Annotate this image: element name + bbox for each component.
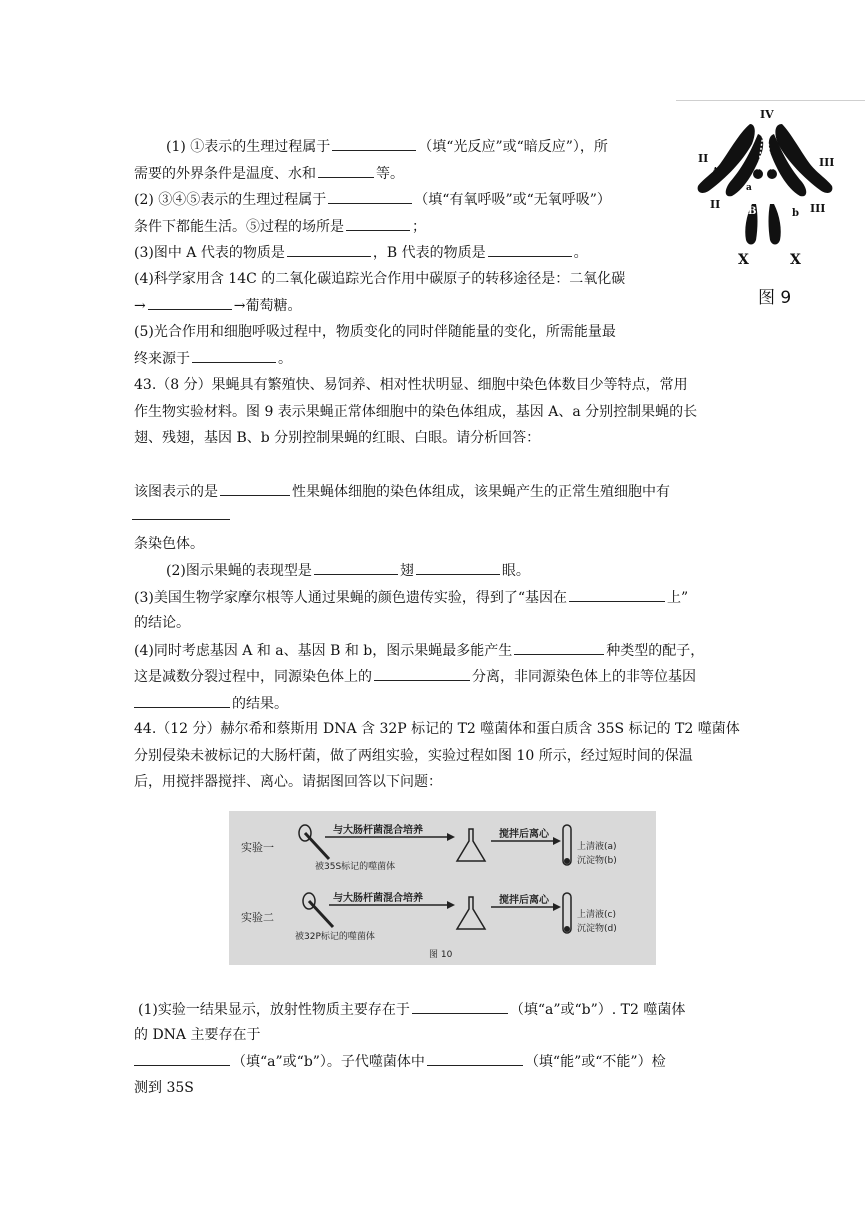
blank[interactable] <box>134 1051 230 1066</box>
figure-10-caption: 图 10 <box>429 950 453 960</box>
blank[interactable] <box>374 666 470 681</box>
blank[interactable] <box>318 163 374 178</box>
q43-line9: (4)同时考虑基因 A 和 a、基因 B 和 b，图示果蝇最多能产生 种类型的配子， <box>134 640 704 661</box>
q42-line3: (2) ③④⑤表示的生理过程属于 （填“有氧呼吸”或“无氧呼吸”） <box>134 189 611 210</box>
q44-line4: (1)实验一结果显示，放射性物质主要存在于 （填“a”或“b”）. T2 噬菌体 <box>138 999 685 1020</box>
chromosome-iv-dot <box>767 169 777 179</box>
mix-label-2: 与大肠杆菌混合培养 <box>333 893 423 904</box>
label-a: 上清液(a) <box>577 842 617 852</box>
exp2-label: 实验二 <box>241 911 274 924</box>
blank[interactable] <box>416 560 500 575</box>
phage-label-1: 被35S标记的噬菌体 <box>315 862 396 872</box>
label-ii-lower: II <box>710 198 721 211</box>
mix-label-1: 与大肠杆菌混合培养 <box>333 825 423 836</box>
blank[interactable] <box>332 136 416 151</box>
q44-line5: 的 DNA 主要存在于 <box>134 1027 261 1043</box>
figure-9-caption: 图 9 <box>758 288 792 308</box>
label-iv: IV <box>760 108 774 121</box>
label-x-left: X <box>738 252 749 268</box>
q44-line3: 后，用搅拌器搅拌、离心。请据图回答以下问题： <box>134 774 442 790</box>
figure-9-chromosomes <box>690 104 840 274</box>
q42-line9: 终来源于 。 <box>134 348 292 369</box>
blank[interactable] <box>488 242 572 257</box>
exp1-label: 实验一 <box>241 841 274 854</box>
blank[interactable] <box>132 505 230 520</box>
q44-line1: 44.（12 分）赫尔希和蔡斯用 DNA 含 32P 标记的 T2 噬菌体和蛋白质含 35S 标记的 T2 噬菌体 <box>134 721 740 737</box>
label-A: A <box>712 167 719 177</box>
label-x-right: X <box>790 252 801 268</box>
q43-line7: (3)美国生物学家摩尔根等人通过果蝇的颜色遗传实验，得到了“基因在 上” <box>134 587 688 608</box>
q43-line4-blank <box>132 505 230 526</box>
blank[interactable] <box>427 1051 523 1066</box>
q42-line2: 需要的外界条件是温度、水和 等。 <box>134 163 404 184</box>
blank[interactable] <box>328 189 412 204</box>
label-d: 沉淀物(d) <box>577 924 617 934</box>
q42-line4: 条件下都能生活。⑤过程的场所是 ； <box>134 216 426 237</box>
q43-line2: 作生物实验材料。图 9 表示果蝇正常体细胞中的染色体组成，基因 A、a 分别控制果蝇的长 <box>134 404 698 420</box>
blank[interactable] <box>220 481 290 496</box>
label-c: 上清液(c) <box>577 910 616 920</box>
q43-line8: 的结论。 <box>134 615 190 631</box>
chromosome-iv-dot <box>753 169 763 179</box>
q42-line1: (1) ①表示的生理过程属于 （填“光反应”或“暗反应”），所 <box>166 136 608 157</box>
q44-line2: 分别侵染未被标记的大肠杆菌，做了两组实验，实验过程如图 10 所示，经过短时间的保温 <box>134 748 693 764</box>
q42-line5: (3)图中 A 代表的物质是 ，B 代表的物质是 。 <box>134 242 588 263</box>
blank[interactable] <box>346 216 410 231</box>
label-b: b <box>792 208 799 219</box>
blank[interactable] <box>148 295 232 310</box>
q42-line7: → →葡萄糖。 <box>134 295 301 316</box>
stir-label-2: 搅拌后离心 <box>499 895 549 906</box>
q42-line8: (5)光合作用和细胞呼吸过程中，物质变化的同时伴随能量的变化，所需能量最 <box>134 324 616 340</box>
phage-label-2: 被32P标记的噬菌体 <box>295 932 375 942</box>
blank[interactable] <box>514 640 604 655</box>
stir-label-1: 搅拌后离心 <box>499 829 549 840</box>
q44-line6: （填“a”或“b”）。子代噬菌体中 （填“能”或“不能”）检 <box>134 1051 666 1072</box>
label-ii: II <box>698 152 709 165</box>
q43-line11: 的结果。 <box>134 693 288 714</box>
q43-line3: 翅、残翅，基因 B、b 分别控制果蝇的红眼、白眼。请分析回答： <box>134 430 541 446</box>
q43-line1: 43.（8 分）果蝇具有繁殖快、易饲养、相对性状明显、细胞中染色体数目少等特点，常用 <box>134 377 688 393</box>
q42-line6: (4)科学家用含 14C 的二氧化碳追踪光合作用中碳原子的转移途径是：二氧化碳 <box>134 271 626 287</box>
label-iii-lower: III <box>810 202 826 215</box>
q43-line5: 条染色体。 <box>134 536 204 552</box>
blank[interactable] <box>134 693 230 708</box>
q43-line10: 这是减数分裂过程中，同源染色体上的 分离，非同源染色体上的非等位基因 <box>134 666 696 687</box>
q44-line7: 测到 35S <box>134 1080 194 1096</box>
chromosome-x-right <box>769 204 781 245</box>
header-rule <box>676 100 865 101</box>
figure-10-experiment <box>229 811 656 965</box>
label-b: 沉淀物(b) <box>577 856 617 866</box>
q43-line4: 该图表示的是 性果蝇体细胞的染色体组成，该果蝇产生的正常生殖细胞中有 <box>134 481 670 502</box>
q43-line6: (2)图示果蝇的表现型是 翅 眼。 <box>166 560 530 581</box>
label-iii: III <box>819 156 835 169</box>
blank[interactable] <box>569 587 665 602</box>
label-B: B <box>748 206 757 217</box>
label-a: a <box>746 183 752 193</box>
blank[interactable] <box>287 242 371 257</box>
blank[interactable] <box>314 560 398 575</box>
blank[interactable] <box>192 348 276 363</box>
blank[interactable] <box>412 999 508 1014</box>
